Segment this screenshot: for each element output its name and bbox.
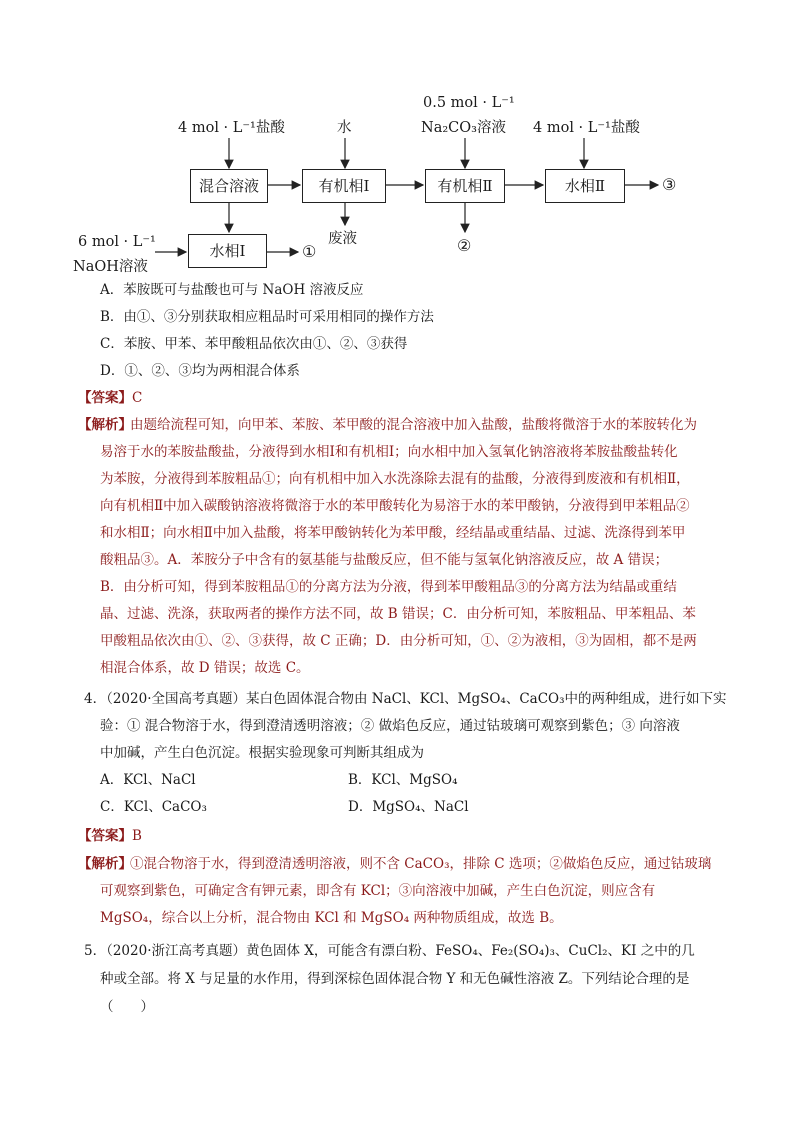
output-3: ③ (662, 175, 677, 194)
analysis-line: 相混合体系，故 D 错误；故选 C。 (100, 660, 310, 676)
box-aqueous-phase-1: 水相Ⅰ (188, 234, 267, 268)
reagent-na2co3-conc: 0.5 mol · L⁻¹ (423, 95, 515, 111)
reagent-naoh-name: NaOH溶液 (73, 259, 148, 275)
q4-option-d: D．MgSO₄、NaCl (348, 799, 469, 815)
answer-value: C (132, 390, 143, 406)
analysis-tag: 【解析】 (78, 856, 132, 872)
q3-option-b: B．由①、③分别获取相应粗品时可采用相同的操作方法 (100, 309, 434, 325)
q3-answer (78, 384, 142, 412)
analysis-line: 甲酸粗品依次由①、②、③获得，故 C 正确；D．由分析可知，①、②为液相，③为固相，都不是两 (100, 633, 697, 649)
box-organic-phase-1: 有机相Ⅰ (302, 169, 386, 203)
analysis-line: 向有机相Ⅱ中加入碳酸钠溶液将微溶于水的苯甲酸转化为易溶于水的苯甲酸钠，分液得到甲苯粗品② (100, 498, 690, 514)
analysis-line: 和水相Ⅱ；向水相Ⅱ中加入盐酸，将苯甲酸钠转化为苯甲酸，经结晶或重结晶、过滤、洗涤得到苯甲 (100, 525, 686, 541)
analysis-line: 酸粗品③。A．苯胺分子中含有的氨基能与盐酸反应，但不能与氢氧化钠溶液反应，故 A 错误； (100, 552, 669, 568)
answer-tag: 【答案】 (78, 828, 132, 844)
q3-option-d: D．①、②、③均为两相混合体系 (100, 363, 300, 379)
q3-option-a: A．苯胺既可与盐酸也可与 NaOH 溶液反应 (100, 282, 364, 298)
box-mixed-solution: 混合溶液 (190, 169, 268, 203)
question-stem-line: 4．（2020·全国高考真题）某白色固体混合物由 NaCl、KCl、MgSO₄、CaCO₃中的两种组成，进行如下实 (84, 691, 727, 707)
answer-tag: 【答案】 (78, 390, 132, 406)
analysis-line: ①混合物溶于水，得到澄清透明溶液，则不含 CaCO₃，排除 C 选项；②做焰色反应，通过钴玻璃 (130, 856, 712, 872)
analysis-line: B．由分析可知，得到苯胺粗品①的分离方法为分液，得到苯甲酸粗品③的分离方法为结晶或重结 (100, 579, 677, 595)
q4-option-b: B．KCl、MgSO₄ (348, 772, 458, 788)
analysis-line: 可观察到紫色，可确定含有钾元素，即含有 KCl；③向溶液中加碱，产生白色沉淀，则应含有 (100, 883, 656, 899)
answer-blank: （ ） (100, 999, 154, 1015)
question-stem-line: 5．（2020·浙江高考真题）黄色固体 X，可能含有漂白粉、FeSO₄、Fe₂(SO₄)₃、CuCl₂、KI 之中的几 (84, 943, 695, 959)
reagent-water: 水 (337, 120, 352, 136)
q3-option-c: C．苯胺、甲苯、苯甲酸粗品依次由①、②、③获得 (100, 336, 408, 352)
analysis-tag: 【解析】 (78, 417, 132, 433)
box-aqueous-phase-2: 水相Ⅱ (545, 169, 625, 203)
analysis-line: 为苯胺，分液得到苯胺粗品①；向有机相中加入水洗涤除去混有的盐酸，分液得到废液和有机相Ⅱ， (100, 471, 690, 487)
box-organic-phase-2: 有机相Ⅱ (425, 169, 505, 203)
question-stem-line: 验：① 混合物溶于水，得到澄清透明溶液；② 做焰色反应，通过钴玻璃可观察到紫色；③ 向溶液 (100, 718, 680, 734)
question-stem-line: 中加碱，产生白色沉淀。根据实验现象可判断其组成为 (100, 745, 424, 761)
reagent-hcl-right: 4 mol · L⁻¹盐酸 (533, 120, 640, 136)
output-1: ① (302, 242, 317, 261)
analysis-line: 由题给流程可知，向甲苯、苯胺、苯甲酸的混合溶液中加入盐酸，盐酸将微溶于水的苯胺转化为 (130, 417, 697, 433)
analysis-line: 易溶于水的苯胺盐酸盐，分液得到水相Ⅰ和有机相Ⅰ；向水相中加入氢氧化钠溶液将苯胺盐酸盐转化 (100, 444, 678, 460)
reagent-na2co3-name: Na₂CO₃溶液 (421, 120, 506, 136)
analysis-line: 晶、过滤、洗涤，获取两者的操作方法不同，故 B 错误；C．由分析可知，苯胺粗品、甲苯粗品、苯 (100, 606, 696, 622)
analysis-line: MgSO₄，综合以上分析，混合物由 KCl 和 MgSO₄ 两种物质组成，故选 B。 (100, 910, 563, 926)
q4-answer (78, 822, 142, 850)
answer-value: B (132, 828, 142, 844)
q4-option-a: A．KCl、NaCl (100, 772, 196, 788)
reagent-naoh-conc: 6 mol · L⁻¹ (78, 234, 156, 250)
waste-liquid: 废液 (328, 231, 357, 247)
q4-option-c: C．KCl、CaCO₃ (100, 799, 207, 815)
output-2: ② (457, 236, 472, 255)
question-stem-line: 种或全部。将 X 与足量的水作用，得到深棕色固体混合物 Y 和无色碱性溶液 Z。下列结论合理的是 (100, 971, 690, 987)
reagent-hcl-left: 4 mol · L⁻¹盐酸 (178, 120, 285, 136)
